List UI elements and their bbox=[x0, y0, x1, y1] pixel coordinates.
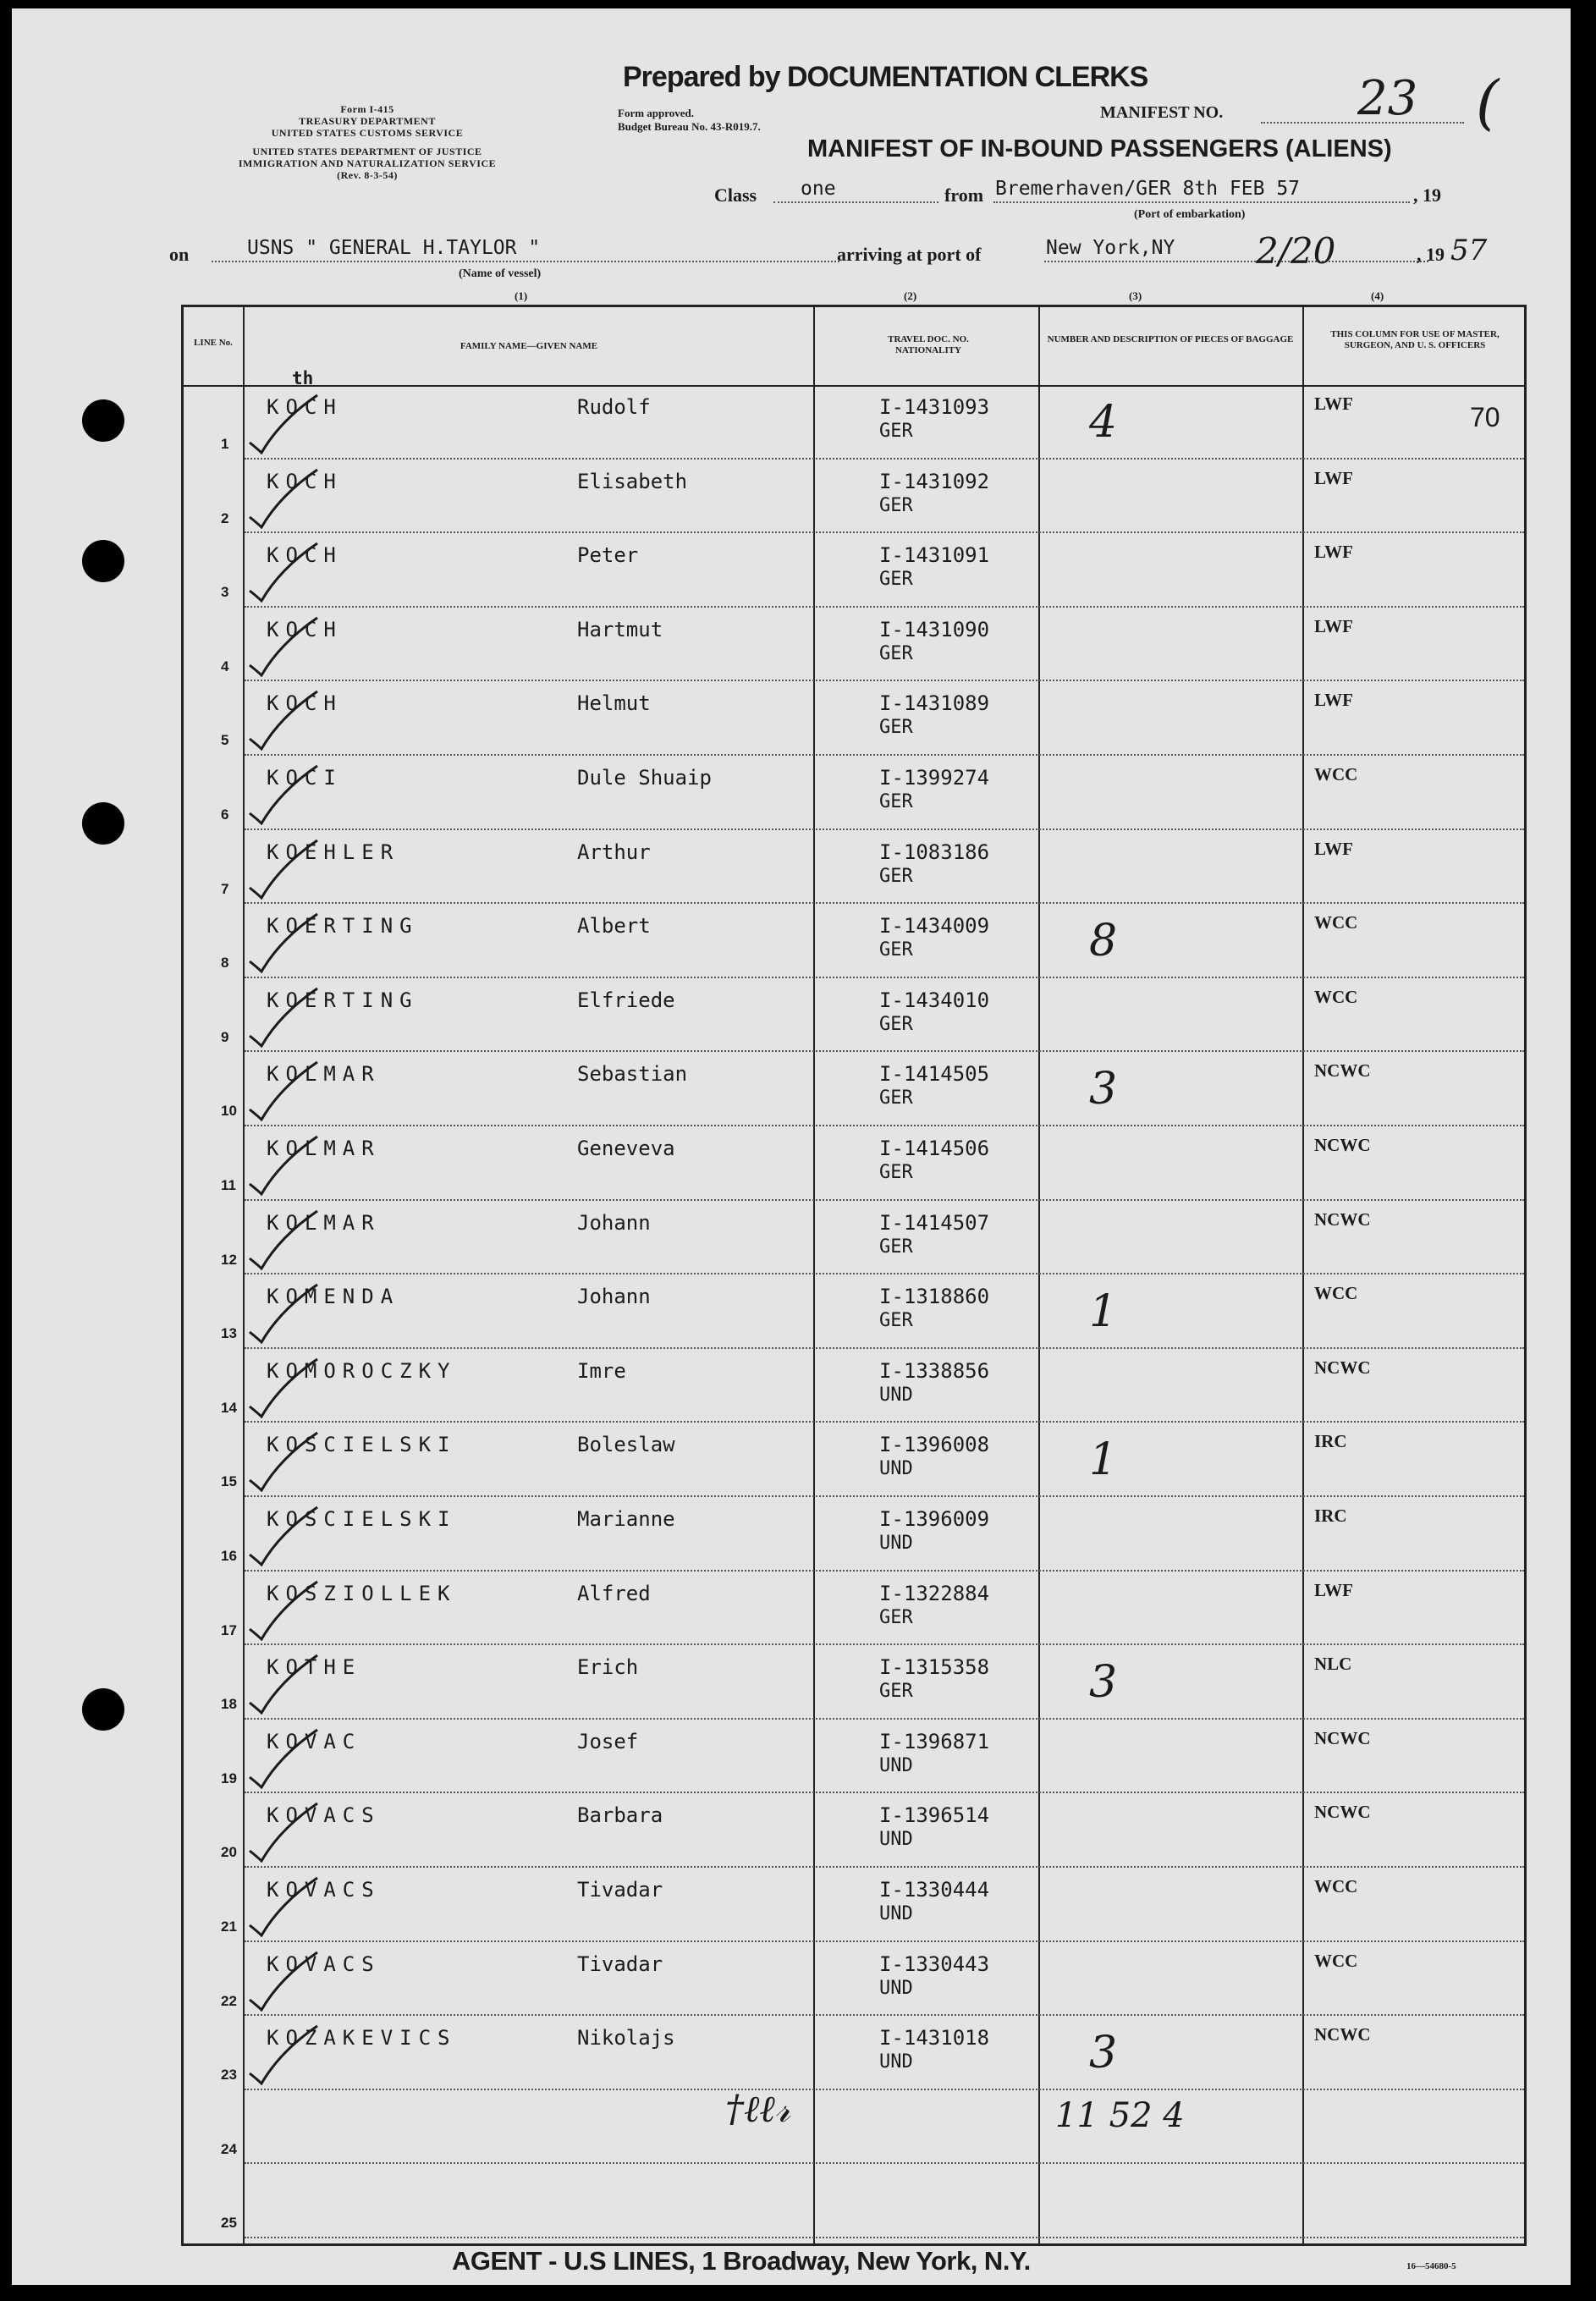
form-approved: Form approved. bbox=[618, 107, 695, 119]
given-name: Elisabeth bbox=[577, 469, 688, 493]
given-name: Erich bbox=[577, 1655, 639, 1680]
nationality: GER bbox=[879, 1606, 913, 1628]
check-mark bbox=[246, 609, 322, 677]
travel-doc-no: I-1318860 bbox=[879, 1285, 990, 1309]
agency-code: NCWC bbox=[1314, 2024, 1371, 2045]
rev-date: (Rev. 8-3-54) bbox=[337, 169, 398, 181]
nationality: GER bbox=[879, 569, 913, 591]
table-row bbox=[184, 608, 1524, 682]
nationality: GER bbox=[879, 421, 913, 442]
given-name: Barbara bbox=[577, 1803, 663, 1828]
table-row bbox=[184, 1793, 1524, 1868]
nationality: UND bbox=[879, 2051, 913, 2073]
table-row bbox=[184, 1423, 1524, 1497]
form-block bbox=[164, 103, 570, 181]
travel-doc-no: I-1431090 bbox=[879, 617, 990, 641]
table-row bbox=[184, 1274, 1524, 1349]
travel-doc-no: I-1431093 bbox=[879, 395, 990, 419]
line-number: 14 bbox=[221, 1399, 237, 1416]
given-name: Arthur bbox=[577, 839, 651, 864]
line-number: 5 bbox=[221, 732, 229, 749]
family-name: KOVAC bbox=[267, 1729, 362, 1753]
given-name: Albert bbox=[577, 914, 651, 939]
given-name: Marianne bbox=[577, 1507, 675, 1531]
agency-code: LWF bbox=[1314, 838, 1353, 859]
nationality: UND bbox=[879, 1533, 913, 1554]
table-row bbox=[184, 830, 1524, 905]
from-line bbox=[993, 201, 1410, 203]
arrival-line bbox=[1044, 261, 1428, 262]
check-mark bbox=[246, 2018, 322, 2085]
family-name: KOZAKEVICS bbox=[267, 2026, 457, 2051]
line-number: 15 bbox=[221, 1473, 237, 1490]
class-value: one bbox=[801, 178, 836, 200]
agency-code: LWF bbox=[1314, 690, 1353, 711]
travel-doc-no: I-1322884 bbox=[879, 1581, 990, 1605]
check-mark bbox=[246, 832, 322, 900]
margin-mark: ( bbox=[1476, 68, 1500, 137]
justice-dept: UNITED STATES DEPARTMENT OF JUSTICE bbox=[252, 146, 482, 157]
family-name: KOTHE bbox=[267, 1655, 362, 1680]
nationality: GER bbox=[879, 642, 913, 664]
travel-doc-no: I-1399274 bbox=[879, 766, 990, 790]
family-name: KOERTING bbox=[267, 914, 419, 939]
ins-service: IMMIGRATION AND NATURALIZATION SERVICE bbox=[238, 157, 497, 169]
table-row bbox=[184, 1497, 1524, 1572]
punch-hole bbox=[82, 540, 124, 582]
family-name: KOSCIELSKI bbox=[267, 1433, 457, 1457]
travel-doc-no: I-1396514 bbox=[879, 1803, 990, 1828]
agency-code: WCC bbox=[1314, 986, 1358, 1007]
table-row bbox=[184, 1572, 1524, 1646]
nationality: UND bbox=[879, 1458, 913, 1480]
line-number: 8 bbox=[221, 955, 229, 972]
check-mark bbox=[246, 757, 322, 825]
travel-doc-no: I-1330444 bbox=[879, 1878, 990, 1902]
line-number: 18 bbox=[221, 1696, 237, 1713]
travel-doc-no: I-1330443 bbox=[879, 1951, 990, 1976]
vessel-line bbox=[212, 261, 839, 262]
given-name: Nikolajs bbox=[577, 2026, 675, 2051]
officer-note: 70 bbox=[1470, 402, 1500, 432]
table-row bbox=[184, 1126, 1524, 1201]
customs-service: UNITED STATES CUSTOMS SERVICE bbox=[271, 127, 464, 139]
given-name: Hartmut bbox=[577, 617, 663, 641]
nationality: GER bbox=[879, 1087, 913, 1109]
agency-code: WCC bbox=[1314, 1283, 1358, 1304]
punch-hole bbox=[82, 399, 124, 442]
check-mark bbox=[246, 1276, 322, 1344]
nationality: UND bbox=[879, 1754, 913, 1776]
nationality: UND bbox=[879, 1977, 913, 1999]
nationality: GER bbox=[879, 494, 913, 516]
line-number: 25 bbox=[221, 2215, 237, 2232]
line-number: 6 bbox=[221, 806, 229, 823]
travel-doc-no: I-1434010 bbox=[879, 988, 990, 1012]
year-prefix: , 19 bbox=[1413, 184, 1441, 206]
agency-code: WCC bbox=[1314, 1950, 1358, 1971]
line-number: 4 bbox=[221, 658, 229, 674]
travel-doc-no: I-1396008 bbox=[879, 1433, 990, 1457]
family-name: KOLMAR bbox=[267, 1137, 381, 1160]
manifest-no-label: MANIFEST NO. bbox=[1100, 103, 1224, 122]
agency-code: WCC bbox=[1314, 912, 1358, 933]
agency-code: LWF bbox=[1314, 394, 1353, 414]
agency-code: IRC bbox=[1314, 1506, 1347, 1526]
check-mark bbox=[246, 1128, 322, 1196]
header-name: FAMILY NAME—GIVEN NAME bbox=[460, 341, 598, 351]
travel-doc-no: I-1434009 bbox=[879, 914, 990, 939]
agency-code: NCWC bbox=[1314, 1357, 1371, 1378]
agency-code: NCWC bbox=[1314, 1802, 1371, 1823]
given-name: Imre bbox=[577, 1358, 626, 1383]
given-name: Alfred bbox=[577, 1581, 651, 1605]
check-mark bbox=[246, 1795, 322, 1863]
check-mark bbox=[246, 906, 322, 973]
family-name: KOCI bbox=[267, 766, 343, 790]
row-rule bbox=[245, 2237, 1524, 2238]
check-mark bbox=[246, 1721, 322, 1789]
from-label: from bbox=[944, 184, 984, 206]
line-number: 23 bbox=[221, 2067, 237, 2084]
on-label: on bbox=[169, 244, 190, 265]
nationality: GER bbox=[879, 1681, 913, 1703]
travel-doc-no: I-1414505 bbox=[879, 1062, 990, 1087]
check-mark bbox=[246, 1573, 322, 1641]
check-mark bbox=[246, 387, 322, 454]
col-num-4: (4) bbox=[1371, 289, 1384, 302]
line-number: 9 bbox=[221, 1028, 229, 1045]
agency-code: NLC bbox=[1314, 1654, 1352, 1675]
manifest-page bbox=[12, 8, 1571, 2285]
family-name: KOCH bbox=[267, 617, 343, 641]
baggage-count: 3 bbox=[1089, 1657, 1118, 1709]
arrival-date: 2/20 bbox=[1256, 230, 1336, 272]
th-mark: th bbox=[292, 368, 314, 388]
given-name: Boleslaw bbox=[577, 1433, 675, 1457]
nationality: GER bbox=[879, 1013, 913, 1035]
check-mark bbox=[246, 1499, 322, 1566]
nationality: GER bbox=[879, 865, 913, 887]
agency-code: NCWC bbox=[1314, 1208, 1371, 1230]
table-row bbox=[184, 756, 1524, 830]
prepared-by-stamp: Prepared by DOCUMENTATION CLERKS bbox=[623, 61, 1148, 93]
agency-code: LWF bbox=[1314, 467, 1353, 488]
given-name: Josef bbox=[577, 1729, 639, 1753]
line-number: 17 bbox=[221, 1621, 237, 1638]
family-name: KOCH bbox=[267, 691, 343, 716]
check-mark bbox=[246, 535, 322, 603]
given-name: Tivadar bbox=[577, 1951, 663, 1976]
agency-code: WCC bbox=[1314, 1876, 1358, 1896]
arrival-port: New York,NY bbox=[1046, 237, 1175, 259]
table-row bbox=[184, 1720, 1524, 1794]
family-name: KOERTING bbox=[267, 988, 419, 1012]
check-mark bbox=[246, 1351, 322, 1418]
line-number: 13 bbox=[221, 1325, 237, 1342]
family-name: KOCH bbox=[267, 543, 343, 568]
table-row bbox=[184, 1201, 1524, 1275]
check-mark bbox=[246, 461, 322, 529]
agency-code: IRC bbox=[1314, 1431, 1347, 1452]
family-name: KOLMAR bbox=[267, 1210, 381, 1235]
signature: †ℓℓ𝓇 bbox=[725, 2088, 791, 2131]
nationality: UND bbox=[879, 1903, 913, 1924]
family-name: KOCH bbox=[267, 395, 343, 419]
table-row bbox=[184, 533, 1524, 608]
family-name: KOSZIOLLEK bbox=[267, 1581, 457, 1605]
check-mark bbox=[246, 1647, 322, 1715]
check-mark bbox=[246, 1944, 322, 2012]
nationality: GER bbox=[879, 939, 913, 961]
agency-code: NCWC bbox=[1314, 1727, 1371, 1748]
manifest-title: MANIFEST OF IN-BOUND PASSENGERS (ALIENS) bbox=[807, 135, 1392, 162]
manifest-no-value: 23 bbox=[1357, 71, 1418, 126]
class-line bbox=[773, 201, 938, 203]
given-name: Rudolf bbox=[577, 395, 651, 419]
budget-bureau: Budget Bureau No. 43-R019.7. bbox=[618, 120, 761, 133]
baggage-total: 11 52 4 bbox=[1055, 2096, 1185, 2135]
family-name: KOEHLER bbox=[267, 839, 400, 864]
family-name: KOVACS bbox=[267, 1878, 381, 1902]
family-name: KOCH bbox=[267, 469, 343, 493]
table-row bbox=[184, 904, 1524, 978]
travel-doc-no: I-1083186 bbox=[879, 839, 990, 864]
passenger-table bbox=[181, 305, 1527, 2246]
table-row bbox=[184, 2090, 1524, 2165]
punch-hole bbox=[82, 802, 124, 845]
travel-doc-no: I-1431092 bbox=[879, 469, 990, 493]
line-number: 10 bbox=[221, 1103, 237, 1120]
table-row bbox=[184, 1868, 1524, 1942]
header-travel-doc: TRAVEL DOC. NO. NATIONALITY bbox=[888, 334, 969, 355]
line-number: 16 bbox=[221, 1548, 237, 1564]
vessel-note: (Name of vessel) bbox=[459, 267, 542, 280]
agency-code: NCWC bbox=[1314, 1135, 1371, 1155]
col-num-3: (3) bbox=[1129, 289, 1142, 302]
baggage-count: 1 bbox=[1089, 1434, 1118, 1486]
given-name: Helmut bbox=[577, 691, 651, 716]
agency-code: NCWC bbox=[1314, 1060, 1371, 1082]
class-label: Class bbox=[714, 184, 757, 206]
agency-code: WCC bbox=[1314, 764, 1358, 784]
nationality: GER bbox=[879, 1310, 913, 1332]
travel-doc-no: I-1431018 bbox=[879, 2026, 990, 2051]
line-number: 21 bbox=[221, 1918, 237, 1935]
port-embarkation-note: (Port of embarkation) bbox=[1134, 208, 1246, 221]
treasury-dept: TREASURY DEPARTMENT bbox=[299, 115, 436, 127]
nationality: GER bbox=[879, 1236, 913, 1258]
family-name: KOMENDA bbox=[267, 1285, 400, 1309]
table-row bbox=[184, 2164, 1524, 2238]
nationality: GER bbox=[879, 791, 913, 812]
travel-doc-no: I-1338856 bbox=[879, 1358, 990, 1383]
vessel-name: USNS " GENERAL H.TAYLOR " bbox=[247, 237, 541, 259]
baggage-count: 1 bbox=[1089, 1286, 1118, 1338]
col-num-2: (2) bbox=[904, 289, 917, 302]
agency-code: LWF bbox=[1314, 615, 1353, 636]
header-baggage: NUMBER AND DESCRIPTION OF PIECES OF BAGGAGE bbox=[1047, 334, 1294, 344]
baggage-count: 3 bbox=[1089, 1064, 1118, 1115]
agent-stamp: AGENT - U.S LINES, 1 Broadway, New York, N.Y. bbox=[452, 2246, 1031, 2276]
header-officers: THIS COLUMN FOR USE OF MASTER, SURGEON, AND U. S. OFFICERS bbox=[1330, 329, 1500, 350]
header-line-no: LINE No. bbox=[194, 338, 233, 348]
given-name: Geneveva bbox=[577, 1137, 675, 1160]
given-name: Dule Shuaip bbox=[577, 766, 712, 790]
check-mark bbox=[246, 1203, 322, 1270]
check-mark bbox=[246, 1054, 322, 1121]
line-number: 24 bbox=[221, 2140, 237, 2157]
table-row bbox=[184, 2016, 1524, 2090]
arriving-label: arriving at port of bbox=[837, 244, 982, 265]
family-name: KOSCIELSKI bbox=[267, 1507, 457, 1531]
table-row bbox=[184, 978, 1524, 1053]
family-name: KOVACS bbox=[267, 1803, 381, 1828]
travel-doc-no: I-1431089 bbox=[879, 691, 990, 716]
nationality: GER bbox=[879, 1162, 913, 1183]
agency-code: LWF bbox=[1314, 542, 1353, 563]
col-num-1: (1) bbox=[515, 289, 528, 302]
from-value: Bremerhaven/GER 8th FEB 57 bbox=[995, 178, 1301, 200]
family-name: KOLMAR bbox=[267, 1062, 381, 1087]
given-name: Peter bbox=[577, 543, 639, 568]
travel-doc-no: I-1396871 bbox=[879, 1729, 990, 1753]
nationality: UND bbox=[879, 1829, 913, 1851]
line-number: 7 bbox=[221, 880, 229, 897]
nationality: UND bbox=[879, 1384, 913, 1406]
travel-doc-no: I-1396009 bbox=[879, 1507, 990, 1531]
given-name: Johann bbox=[577, 1285, 651, 1309]
arrival-year: 57 bbox=[1450, 234, 1488, 267]
check-mark bbox=[246, 683, 322, 751]
baggage-count: 3 bbox=[1089, 2028, 1118, 2079]
check-mark bbox=[246, 1869, 322, 1937]
given-name: Elfriede bbox=[577, 988, 675, 1012]
form-number: Form I-415 bbox=[340, 103, 394, 115]
table-row bbox=[184, 1349, 1524, 1423]
table-row bbox=[184, 460, 1524, 534]
line-number: 2 bbox=[221, 509, 229, 526]
line-number: 3 bbox=[221, 584, 229, 601]
line-number: 1 bbox=[221, 436, 229, 452]
line-number: 20 bbox=[221, 1844, 237, 1861]
travel-doc-no: I-1315358 bbox=[879, 1655, 990, 1680]
agency-code: LWF bbox=[1314, 1579, 1353, 1600]
family-name: KOMOROCZKY bbox=[267, 1358, 457, 1383]
table-row bbox=[184, 385, 1524, 460]
given-name: Johann bbox=[577, 1210, 651, 1235]
baggage-count: 8 bbox=[1089, 916, 1118, 967]
table-row bbox=[184, 1942, 1524, 2017]
nationality: GER bbox=[879, 717, 913, 739]
line-number: 22 bbox=[221, 1992, 237, 2009]
baggage-count: 4 bbox=[1089, 397, 1118, 448]
arrival-year-prefix: , 19 bbox=[1417, 244, 1445, 265]
line-number: 19 bbox=[221, 1770, 237, 1786]
travel-doc-no: I-1414507 bbox=[879, 1210, 990, 1235]
table-row bbox=[184, 681, 1524, 756]
line-number: 12 bbox=[221, 1251, 237, 1268]
line-number: 11 bbox=[221, 1177, 236, 1193]
family-name: KOVACS bbox=[267, 1951, 381, 1976]
check-mark bbox=[246, 980, 322, 1048]
table-row bbox=[184, 1645, 1524, 1720]
given-name: Sebastian bbox=[577, 1062, 688, 1087]
check-mark bbox=[246, 1424, 322, 1492]
travel-doc-no: I-1431091 bbox=[879, 543, 990, 568]
travel-doc-no: I-1414506 bbox=[879, 1137, 990, 1160]
table-row bbox=[184, 1052, 1524, 1126]
punch-hole bbox=[82, 1688, 124, 1731]
print-code: 16—54680-5 bbox=[1406, 2261, 1456, 2271]
given-name: Tivadar bbox=[577, 1878, 663, 1902]
